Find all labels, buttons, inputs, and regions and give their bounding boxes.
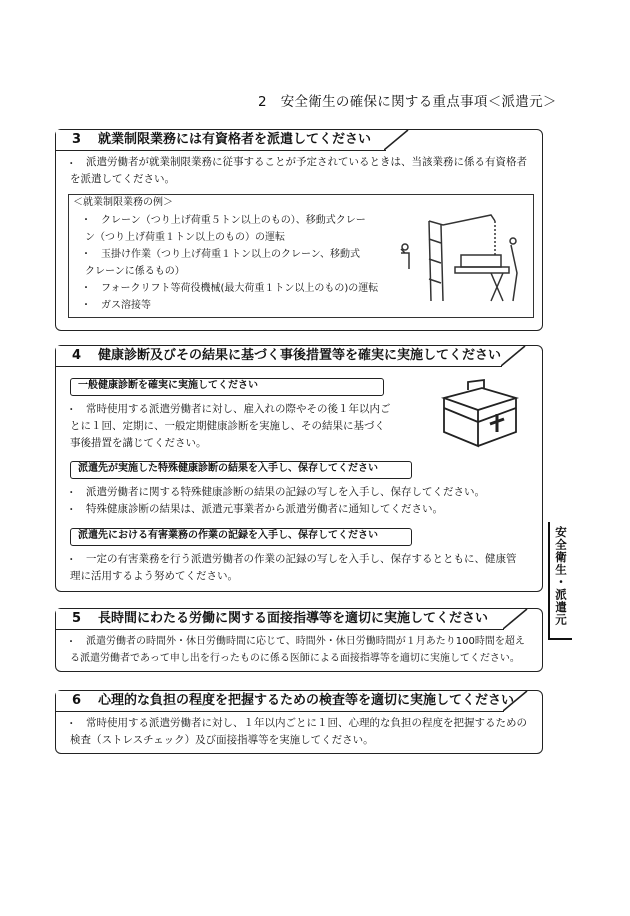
bullet-dot: ・ [66, 554, 77, 566]
title-tab-slant [501, 346, 527, 366]
section-6-number: 6 [72, 693, 82, 708]
bullet-dot: ・ [66, 718, 77, 730]
section-5-number: 5 [72, 611, 82, 626]
sub2-title: 派遣先が実施した特殊健康診断の結果を入手し、保存してください [78, 463, 378, 474]
sub1-title: 一般健康診断を確実に実施してください [78, 380, 258, 391]
section-6-title: 6 心理的な負担の程度を把握するための検査等を適切に実施してください [56, 691, 504, 712]
sub2-text-1: 派遣労働者に関する特殊健康診断の結果の記録の写しを入手し、保存してください。 [86, 486, 485, 498]
sub1-text-1: 常時使用する派遣労働者に対し、雇入れの際やその後１年以内ご [86, 403, 391, 415]
example-line: ・ フォークリフト等荷役機械(最大荷重１トン以上のもの)の運転 [81, 283, 379, 294]
section-5 [55, 608, 543, 672]
sub1-text-3: 事後措置を講じてください。 [70, 437, 207, 449]
title-tab-slant [503, 609, 529, 629]
bullet-dot: ・ [66, 158, 77, 170]
section-5-title: 5 長時間にわたる労働に関する面接指導等を適切に実施してください [56, 609, 504, 630]
title-tab-slant [384, 130, 410, 150]
sub3-text-2: 理に活用するよう努めてください。 [70, 570, 238, 582]
example-line: ・ クレーン（つり上げ荷重５トン以上のもの）、移動式クレー [81, 215, 366, 226]
title-tab-slant [503, 691, 529, 711]
bullet-dot: ・ [66, 637, 76, 648]
section-4-title: 4 健康診断及びその結果に基づく事後措置等を確実に実施してください [56, 346, 502, 367]
examples-title: ＜就業制限業務の例＞ [73, 197, 173, 208]
section-6 [55, 690, 543, 754]
section-6-text-2: 検査（ストレスチェック）及び面接指導等を実施してください。 [70, 734, 374, 746]
section-3-number: 3 [72, 132, 82, 147]
side-tab [548, 522, 572, 640]
example-line: ・ 玉掛け作業（つり上げ荷重１トン以上のクレーン、移動式 [81, 249, 360, 260]
sub2-text-2: 特殊健康診断の結果は、派遣元事業者から派遣労働者に通知してください。 [86, 503, 443, 515]
sub1-text-2: とに１回、定期に、一般定期健康診断を実施し、その結果に基づく [70, 420, 385, 432]
section-3-title: 3 就業制限業務には有資格者を派遣してください [56, 130, 386, 151]
crane-illustration [391, 209, 523, 309]
section-5-text-1: 派遣労働者の時間外・休日労働時間に応じて、時間外・休日労働時間が１月あたり100時間を超え [86, 636, 525, 647]
section-5-text-2: る派遣労働者であって申し出を行ったものに係る医師による面接指導等を適切に実施してください。 [70, 653, 520, 664]
side-tab-label: 安全衛生・派遣元 [554, 526, 568, 626]
example-line: ン（つり上げ荷重１トン以上のもの）の運転 [85, 232, 285, 243]
section-3 [55, 129, 543, 331]
first-aid-box-icon [438, 376, 522, 448]
bullet-dot: ・ [66, 504, 77, 516]
section-3-text-2: を派遣してください。 [70, 173, 175, 185]
example-line: クレーンに係るもの） [85, 266, 185, 277]
bullet-dot: ・ [66, 404, 77, 416]
sub3-title: 派遣先における有害業務の作業の記録を入手し、保存してください [78, 530, 378, 541]
section-6-text-1: 常時使用する派遣労働者に対し、１年以内ごとに１回、心理的な負担の程度を把握するための [86, 717, 527, 729]
section-4 [55, 345, 543, 592]
examples-box [68, 194, 534, 318]
section-3-text-1: 派遣労働者が就業制限業務に従事することが予定されているときは、当該業務に係る有資格者 [86, 156, 527, 168]
bullet-dot: ・ [66, 487, 77, 499]
page-header: 2 安全衛生の確保に関する重点事項＜派遣元＞ [258, 94, 557, 110]
sub3-text-1: 一定の有害業務を行う派遣労働者の作業の記録の写しを入手し、保存するとともに、健康管 [86, 553, 517, 565]
example-line: ・ ガス溶接等 [81, 300, 151, 311]
section-4-number: 4 [72, 348, 82, 363]
